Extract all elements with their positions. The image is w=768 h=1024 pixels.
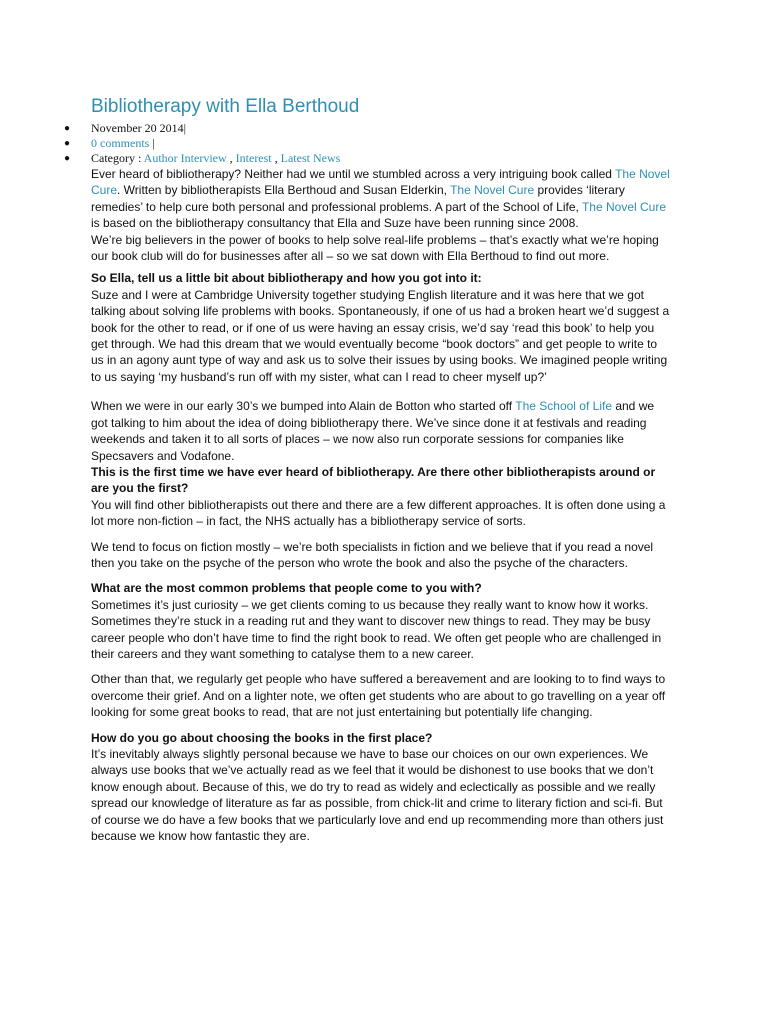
interview-answer: Suze and I were at Cambridge University together studying English literature and it was here that we got talking about solving life problems with books. Spontaneously, if one of us had a broken heart we’d suggest a book for the other to read, or if one of us were having an essay crisis, we’d say ‘read this book’ to help you get through. We had this dream that we would eventually become “book doctors” and get people to write to us in an agony aunt type of way and ask us to solve their issues by using books. We imagined people writing to us saying ‘my husband’s run off with my sister, what can I read to cheer myself up?’	[91, 287, 670, 384]
category-separator: ,	[226, 151, 236, 165]
novel-cure-link[interactable]: The Novel Cure	[581, 199, 667, 214]
text-run: . Written by bibliotherapists Ella Berthoud and Susan Elderkin,	[117, 183, 451, 198]
article-body	[91, 166, 671, 844]
text-run: and we got talking to him about the idea of doing bibliotherapy there. We’ve since done it at festivals and reading weekends and taken it to all sorts of places – we now also run corporate sessions for companies like Specsavers and Vodafone.	[91, 399, 655, 463]
interview-answer: It’s inevitably always slightly personal because we have to base our choices on our own experiences. We always use books that we’ve actually read as we feel that it would be dishonest to use books that we don’t know enough about. Because of this, we do try to read as widely and eclectically as possible and we really spread our knowledge of literature as far as possible, from chick-lit and crime to literary fiction and sci-fi. But of course we do have a few books that we particularly love and end up recommending more than others just because we know how fantastic they are.	[91, 747, 664, 844]
intro-paragraph	[91, 166, 671, 232]
post-date: November 20 2014	[91, 121, 184, 135]
comments-link[interactable]: 0 comments	[91, 136, 150, 150]
interview-question: So Ella, tell us a little bit about bibliotherapy and how you got into it:	[91, 271, 482, 286]
school-of-life-link[interactable]: The School of Life	[515, 399, 612, 414]
novel-cure-link[interactable]: The Novel Cure	[91, 167, 670, 198]
meta-separator: |	[149, 136, 155, 150]
article	[64, 96, 671, 844]
meta-date	[64, 121, 671, 136]
interview-answer	[91, 398, 671, 464]
text-run: provides ‘literary remedies’ to help cure both personal and professional problems. A part of the School of Life,	[91, 183, 625, 214]
novel-cure-link[interactable]: The Novel Cure	[450, 183, 535, 198]
bullet-icon: ●	[64, 153, 71, 164]
category-separator: ,	[271, 151, 281, 165]
interview-question: This is the first time we have ever heard of bibliotherapy. Are there other bibliotherapists around or are you the first?	[91, 464, 656, 496]
article-title: Bibliotherapy with Ella Berthoud	[91, 96, 360, 117]
article-meta	[64, 121, 671, 166]
category-link-latest-news[interactable]: Latest News	[280, 151, 341, 165]
interview-question: What are the most common problems that people come to you with?	[91, 581, 482, 596]
interview-question: How do you go about choosing the books in the first place?	[91, 730, 433, 745]
interview-answer: Other than that, we regularly get people who have suffered a bereavement and are looking to to find ways to overcome their grief. And on a lighter note, we often get students who are about to go travelling on a year off looking for some great books to read, that are not just entertaining but potentially life changing.	[91, 672, 666, 720]
interview-answer: We tend to focus on fiction mostly – we’re both specialists in fiction and we believe that if you read a novel then you take on the psyche of the person who wrote the book and also the psyche of the characters.	[91, 539, 654, 570]
text-run: Ever heard of bibliotherapy? Neither had we until we stumbled across a very intriguing book called	[91, 167, 616, 181]
text-run: is based on the bibliotherapy consultancy that Ella and Suze have been running since 2008.	[91, 216, 579, 231]
meta-comments	[64, 136, 671, 151]
bullet-icon: ●	[64, 123, 71, 134]
meta-category	[64, 151, 671, 166]
meta-separator: |	[183, 121, 187, 135]
interview-answer: You will find other bibliotherapists out there and there are a few different approaches. It is often done using a lot more non-fiction – in fact, the NHS actually has a bibliotherapy service of sorts.	[91, 497, 666, 529]
category-link-author-interview[interactable]: Author Interview	[143, 151, 227, 165]
paragraph: We’re big believers in the power of books to help solve real-life problems – that’s exactly what we’re hoping our book club will do for businesses after all – so we sat down with Ella Berthoud to find out more.	[91, 232, 659, 264]
text-run: When we were in our early 30’s we bumped into Alain de Botton who started off	[91, 399, 516, 414]
category-link-interest[interactable]: Interest	[235, 151, 272, 165]
bullet-icon: ●	[64, 138, 71, 149]
interview-answer: Sometimes it’s just curiosity – we get clients coming to us because they really want to know how it works. Sometimes they’re stuck in a reading rut and they want to discover new things to read. They may be busy career people who don’t have time to find the right book to read. We often get people who are challenged in their careers and they want something to catalyse them to a new career.	[91, 597, 662, 661]
category-label: Category :	[91, 151, 144, 165]
